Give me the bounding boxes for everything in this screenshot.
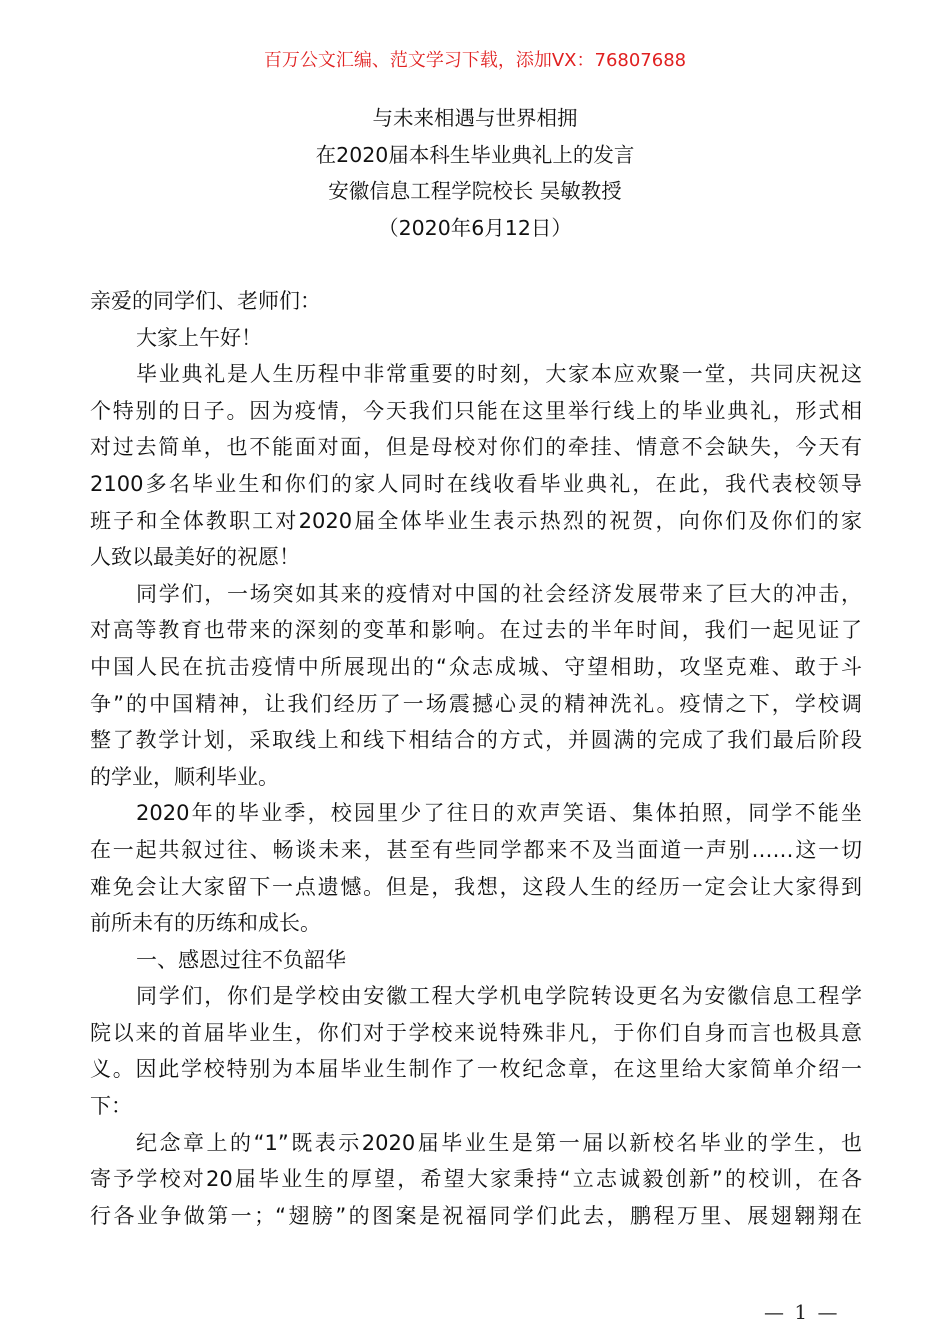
paragraph-line: 义。因此学校特别为本届毕业生制作了一枚纪念章，在这里给大家简单介绍一 bbox=[90, 1057, 862, 1082]
section-heading: 一、感恩过往不负韶华 bbox=[136, 947, 346, 972]
paragraph-line: 个特别的日子。因为疫情，今天我们只能在这里举行线上的毕业典礼，形式相 bbox=[90, 398, 862, 423]
paragraph-line: 的学业，顺利毕业。 bbox=[90, 764, 279, 789]
paragraph-2 bbox=[90, 576, 862, 796]
promo-banner: 百万公文汇编、范文学习下载，添加VX：76807688 bbox=[263, 50, 687, 71]
paragraph-line: 难免会让大家留下一点遗憾。但是，我想，这段人生的经历一定会让大家得到 bbox=[90, 874, 862, 899]
speaker-line: 安徽信息工程学院校长 吴敏教授 bbox=[328, 179, 622, 203]
paragraph-line: 整了教学计划，采取线上和线下相结合的方式，并圆满的完成了我们最后阶段 bbox=[90, 728, 862, 753]
paragraph-line: 寄予学校对20届毕业生的厚望，希望大家秉持“立志诚毅创新”的校训，在各 bbox=[90, 1167, 862, 1192]
paragraph-line: 毕业典礼是人生历程中非常重要的时刻，大家本应欢聚一堂，共同庆祝这 bbox=[136, 362, 862, 387]
speech-title: 与未来相遇与世界相拥 bbox=[372, 106, 578, 130]
paragraph-line: 人致以最美好的祝愿！ bbox=[90, 545, 300, 570]
page-number: — 1 — bbox=[764, 1300, 840, 1324]
paragraph-3 bbox=[90, 795, 862, 941]
paragraph-line: 在一起共叙过往、畅谈未来，甚至有些同学都来不及当面道一声别……这一切 bbox=[90, 837, 862, 862]
paragraph-line: 下： bbox=[90, 1094, 132, 1119]
paragraph-line: 班子和全体教职工对2020届全体毕业生表示热烈的祝贺，向你们及你们的家 bbox=[90, 508, 862, 533]
paragraph-line: 同学们，你们是学校由安徽工程大学机电学院转设更名为安徽信息工程学 bbox=[136, 984, 862, 1009]
paragraph-1 bbox=[90, 356, 862, 576]
paragraph-line: 同学们，一场突如其来的疫情对中国的社会经济发展带来了巨大的冲击， bbox=[136, 581, 862, 606]
paragraph-line: 院以来的首届毕业生，你们对于学校来说特殊非凡，于你们自身而言也极具意 bbox=[90, 1020, 862, 1045]
paragraph-line: 对高等教育也带来的深刻的变革和影响。在过去的半年时间，我们一起见证了 bbox=[90, 618, 862, 643]
speech-date: （2020年6月12日） bbox=[378, 215, 572, 240]
paragraph-line: 2020年的毕业季，校园里少了往日的欢声笑语、集体拍照，同学不能坐 bbox=[136, 801, 862, 826]
paragraph-line: 中国人民在抗击疫情中所展现出的“众志成城、守望相助，攻坚克难、敢于斗 bbox=[90, 654, 862, 679]
paragraph-line: 前所未有的历练和成长。 bbox=[90, 911, 321, 936]
speech-subtitle: 在2020届本科生毕业典礼上的发言 bbox=[315, 142, 635, 167]
paragraph-5 bbox=[90, 1125, 862, 1235]
paragraph-line: 对过去简单，也不能面对面，但是母校对你们的牵挂、情意不会缺失，今天有 bbox=[90, 435, 862, 460]
speech-body bbox=[90, 283, 862, 1234]
paragraph-salutation: 大家上午好！ bbox=[136, 325, 262, 350]
paragraph-line: 2100多名毕业生和你们的家人同时在线收看毕业典礼，在此，我代表校领导 bbox=[90, 471, 862, 496]
paragraph-line: 纪念章上的“1”既表示2020届毕业生是第一届以新校名毕业的学生，也 bbox=[136, 1130, 862, 1155]
greeting: 亲爱的同学们、老师们： bbox=[90, 289, 321, 313]
paragraph-line: 争”的中国精神，让我们经历了一场震撼心灵的精神洗礼。疫情之下，学校调 bbox=[90, 691, 862, 716]
paragraph-line: 行各业争做第一；“翅膀”的图案是祝福同学们此去，鹏程万里、展翅翱翔在 bbox=[90, 1203, 862, 1228]
speech-title-block bbox=[0, 100, 950, 246]
paragraph-4 bbox=[90, 978, 862, 1124]
